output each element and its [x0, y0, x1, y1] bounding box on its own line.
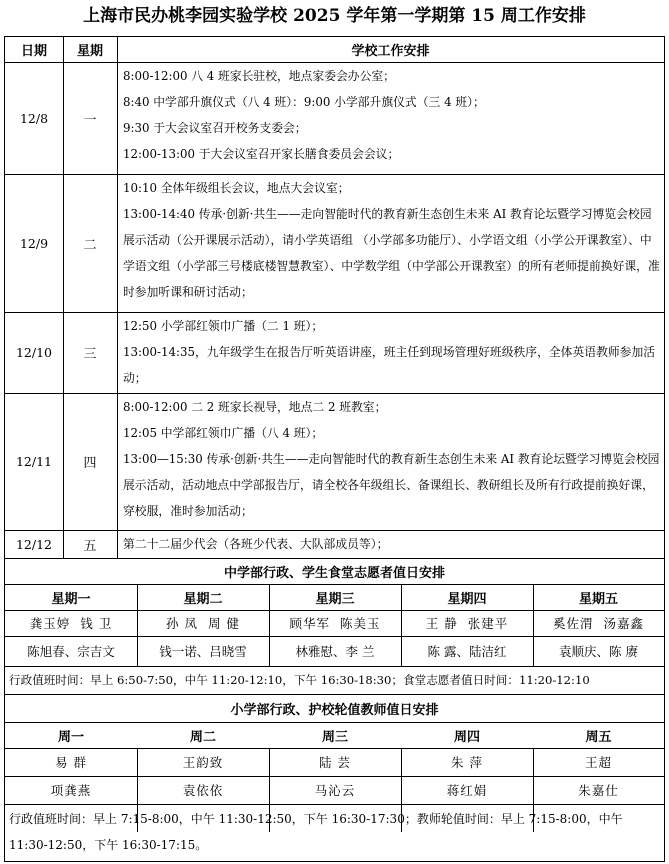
duty-names: 钱一诺、吕晓雪: [159, 644, 247, 659]
plan-item: 9:30 于大会议室召开校务支委会；: [123, 121, 307, 135]
primary-duty-heading: 小学部行政、护校轮值教师值日安排: [230, 702, 439, 718]
duty-names: 袁依依: [182, 783, 224, 798]
duty-names: 陈 露、陆洁红: [427, 644, 507, 659]
date-cell: 12/9: [19, 235, 49, 251]
duty-day-header: 周一: [57, 729, 84, 745]
schedule-table: [4, 36, 665, 862]
duty-names: 朱 萍: [451, 755, 483, 770]
duty-names: 易 群: [55, 755, 87, 770]
duty-names: 孙 凤 周 健: [166, 616, 240, 631]
duty-names: 项龚燕: [50, 783, 92, 798]
duty-names: 陆 芸: [319, 755, 351, 770]
middle-duty-note: 行政值班时间：早上 6:50-7:50，中午 11:20-12:10，下午 16:30-18:30；食堂志愿者值日时间：11:20-12:10: [9, 673, 590, 687]
duty-names: 朱嘉仕: [578, 783, 619, 798]
duty-day-header: 星期四: [447, 591, 487, 607]
day-plan: [117, 393, 662, 530]
plan-item: 10:10 全体年级组长会议，地点大会议室；: [123, 181, 350, 195]
duty-names: 王 静 张建平: [425, 616, 509, 631]
duty-names: 奚佐渭 汤嘉鑫: [553, 616, 644, 631]
duty-day-header: 星期二: [183, 591, 223, 607]
date-cell: 12/12: [15, 536, 53, 552]
date-cell: 12/8: [19, 110, 49, 126]
duty-names: 龚玉婷 钱 卫: [29, 616, 113, 631]
plan-item: 12:05 中学部红领巾广播（八 4 班）；: [123, 426, 324, 440]
day-plan: [117, 174, 662, 312]
header-work: 学校工作安排: [351, 44, 430, 59]
day-plan: [117, 312, 662, 393]
duty-day-header: 周二: [189, 729, 216, 745]
header-date: 日期: [20, 44, 47, 59]
primary-duty-note: 行政值班时间：早上 7:15-8:00，中午 11:30-12:50，下午 16:30-17:30；教师轮值时间：早上 7:15-8:00，中午 11:30-12:50，下午 16:30-17:15。: [9, 812, 623, 852]
weekday-cell: 二: [83, 237, 97, 253]
duty-names: 顾华军 陈美玉: [289, 616, 381, 631]
duty-names: 陈旭春、宗吉文: [27, 644, 115, 659]
plan-item: 12:50 小学部红领巾广播（二 1 班）；: [123, 319, 324, 333]
page-title: 上海市民办桃李园实验学校 2025 学年第一学期第 15 周工作安排: [83, 6, 586, 26]
plan-item: 8:00-12:00 八 4 班家长驻校，地点家委会办公室；: [123, 69, 395, 83]
plan-item: 8:00-12:00 二 2 班家长视导，地点二 2 班教室；: [123, 400, 387, 414]
plan-item: 13:00—15:30 传承·创新·共生——走向智能时代的教育新生态创生未来 AI 教育论坛暨学习博览会校园展示活动，活动地点中学部报告厅，请全校各年级组长、备课组长、教研组长及所有行政提前换好课，穿校服，准时参加活动；: [123, 452, 660, 518]
plan-item: 第二十二届少代会（各班少代表、大队部成员等）；: [123, 537, 389, 551]
plan-item: 12:00-13:00 于大会议室召开家长膳食委员会会议；: [123, 147, 400, 161]
weekday-cell: 四: [83, 456, 97, 471]
duty-day-header: 星期一: [51, 591, 91, 607]
duty-day-header: 周三: [321, 729, 348, 745]
date-cell: 12/10: [15, 345, 53, 360]
duty-day-header: 星期三: [315, 591, 355, 607]
duty-names: 林雅慰、李 兰: [295, 644, 375, 659]
duty-names: 袁顺庆、陈 赓: [559, 644, 638, 659]
weekday-cell: 三: [83, 347, 97, 362]
duty-names: 王超: [584, 755, 612, 770]
duty-names: 王韵致: [182, 755, 224, 770]
day-plan: [117, 62, 664, 174]
duty-names: 蒋红娟: [446, 783, 488, 798]
weekday-cell: 五: [83, 538, 97, 554]
header-weekday: 星期: [76, 44, 103, 59]
plan-item: 8:40 中学部升旗仪式（八 4 班）：9:00 小学部升旗仪式（三 4 班）；: [123, 95, 485, 109]
duty-day-header: 星期五: [578, 591, 618, 607]
duty-day-header: 周四: [453, 729, 480, 745]
day-plan: [117, 530, 662, 558]
duty-day-header: 周五: [585, 729, 612, 745]
plan-item: 13:00-14:35，九年级学生在报告厅听英语讲座，班主任到现场管理好班级秩序，全体英语教师参加活动；: [123, 345, 656, 385]
weekday-cell: 一: [83, 112, 97, 128]
duty-names: 马沁云: [314, 783, 356, 798]
plan-item: 13:00-14:40 传承·创新·共生——走向智能时代的教育新生态创生未来 AI 教育论坛暨学习博览会校园展示活动（公开课展示活动），请小学英语组 （小学部多功能厅）、小学语文组（小学公开课教室）、中学语文组（小学部三号楼底楼智慧教室）、中学数学组（中学部公开课教室）的所有老师提前换好课，准时参加听课和研讨活动；: [123, 207, 660, 299]
date-cell: 12/11: [15, 454, 53, 469]
middle-duty-heading: 中学部行政、学生食堂志愿者值日安排: [223, 565, 445, 581]
